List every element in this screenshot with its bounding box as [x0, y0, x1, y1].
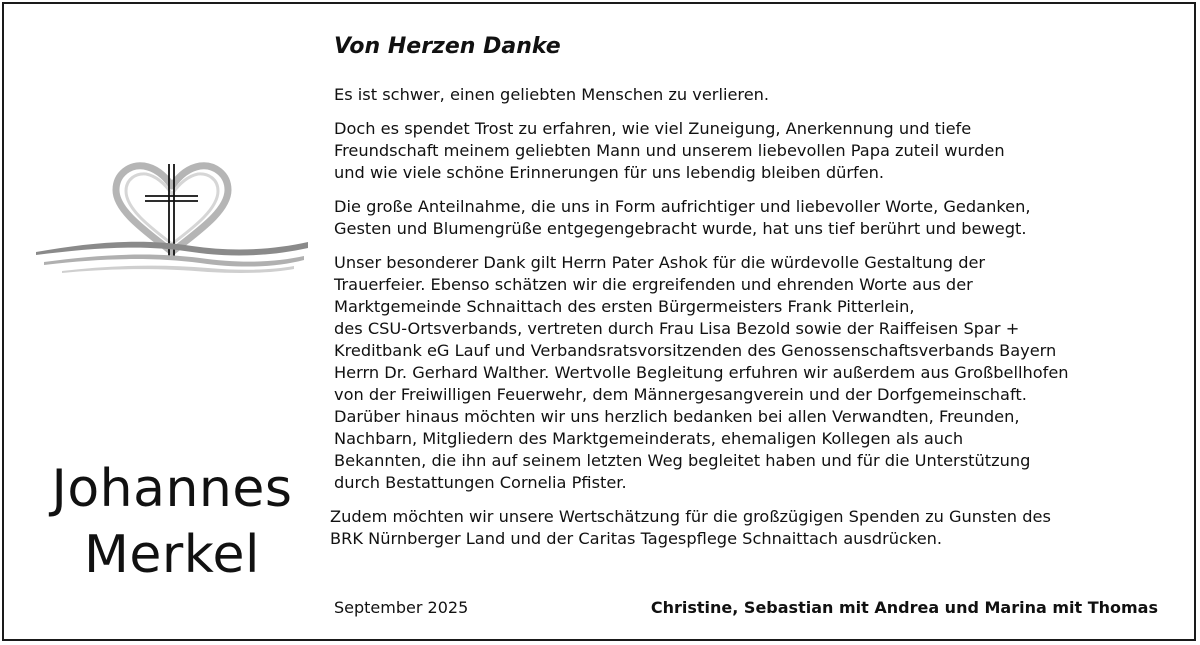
text-line: Herrn Dr. Gerhard Walther. Wertvolle Begleitung erfuhren wir außerdem aus Großbellhofen	[334, 363, 1069, 382]
text-line: Unser besonderer Dank gilt Herrn Pater Ashok für die würdevolle Gestaltung der	[334, 253, 986, 272]
notice-body	[330, 84, 1184, 562]
notice-date: September 2025	[334, 598, 469, 617]
deceased-name	[22, 456, 322, 588]
notice-signers: Christine, Sebastian mit Andrea und Marina mit Thomas	[650, 598, 1158, 617]
text-line: Darüber hinaus möchten wir uns herzlich bedanken bei allen Verwandten, Freunden,	[334, 407, 1020, 426]
text-line: Zudem möchten wir unsere Wertschätzung für die großzügigen Spenden zu Gunsten des	[330, 507, 1051, 526]
text-line: des CSU-Ortsverbands, vertreten durch Frau Lisa Bezold sowie der Raiffeisen Spar +	[334, 319, 1020, 338]
paragraph-comfort	[334, 118, 1184, 184]
text-line: Freundschaft meinem geliebten Mann und unserem liebevollen Papa zuteil wurden	[334, 141, 1005, 160]
text-line: Es ist schwer, einen geliebten Menschen zu verlieren.	[334, 85, 770, 104]
text-line: Doch es spendet Trost zu erfahren, wie viel Zuneigung, Anerkennung und tiefe	[334, 119, 972, 138]
text-line: und wie viele schöne Erinnerungen für uns lebendig bleiben dürfen.	[334, 163, 885, 182]
text-line: Bekannten, die ihn auf seinem letzten Weg begleitet haben und für die Unterstützung	[334, 451, 1031, 470]
obituary-notice	[2, 2, 1196, 641]
text-line: BRK Nürnberger Land und der Caritas Tagespflege Schnaittach ausdrücken.	[330, 529, 943, 548]
text-line: durch Bestattungen Cornelia Pfister.	[334, 473, 627, 492]
paragraph-intro	[334, 84, 1184, 106]
text-line: Marktgemeinde Schnaittach des ersten Bürgermeisters Frank Pitterlein,	[334, 297, 915, 316]
paragraph-donations	[330, 506, 1184, 550]
heart-cross-waves-icon	[32, 154, 312, 274]
text-line: Gesten und Blumengrüße entgegengebracht wurde, hat uns tief berührt und bewegt.	[334, 219, 1027, 238]
text-line: Trauerfeier. Ebenso schätzen wir die ergreifenden und ehrenden Worte aus der	[334, 275, 973, 294]
text-line: Nachbarn, Mitgliedern des Marktgemeinderats, ehemaligen Kollegen als auch	[334, 429, 964, 448]
paragraph-sympathy	[334, 196, 1184, 240]
notice-heading: Von Herzen Danke	[334, 34, 561, 59]
text-line: Kreditbank eG Lauf und Verbandsratsvorsitzenden des Genossenschaftsverbands Bayern	[334, 341, 1057, 360]
text-line: von der Freiwilligen Feuerwehr, dem Männergesangverein und der Dorfgemeinschaft.	[334, 385, 1027, 404]
deceased-last-name: Merkel	[84, 525, 260, 585]
paragraph-thanks	[334, 252, 1184, 494]
deceased-first-name: Johannes	[51, 459, 293, 519]
text-line: Die große Anteilnahme, die uns in Form aufrichtiger und liebevoller Worte, Gedanken,	[334, 197, 1031, 216]
